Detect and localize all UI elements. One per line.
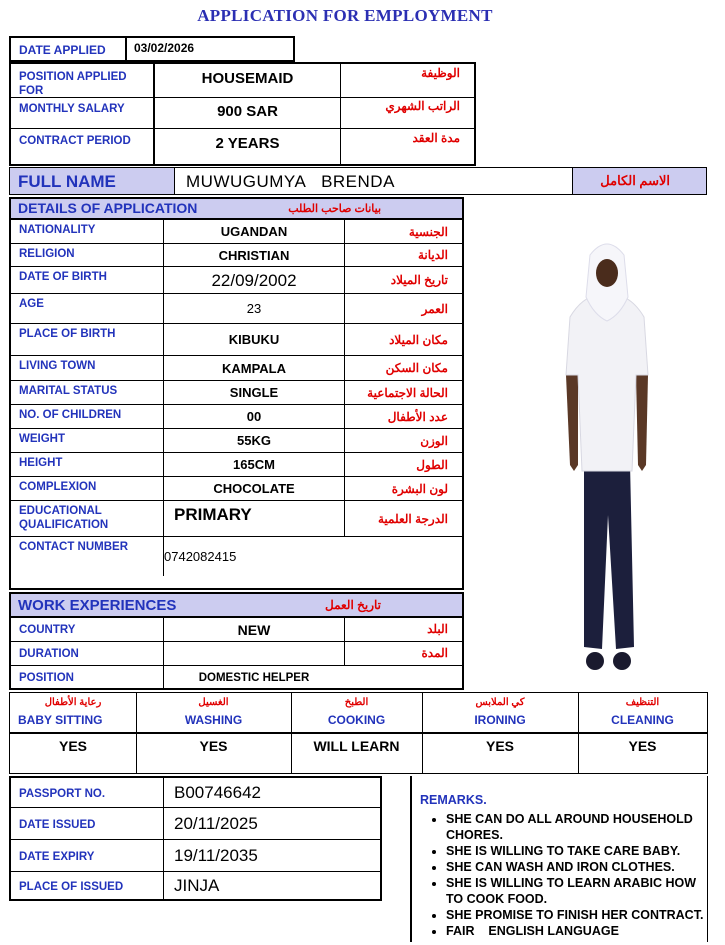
remarks-item: • SHE PROMISE TO FINISH HER CONTRACT.	[446, 907, 710, 923]
detail-value: CHRISTIAN	[218, 247, 290, 263]
full-name-label: FULL NAME	[18, 172, 116, 191]
date-applied-value: 03/02/2026	[134, 41, 195, 55]
detail-arabic: مكان السكن	[385, 361, 448, 375]
passport-label: PLACE OF ISSUED	[19, 880, 124, 893]
detail-value: 165CM	[233, 457, 275, 472]
work-row	[11, 666, 462, 690]
work-divider	[163, 642, 164, 666]
skill-arabic: التنظيف	[625, 697, 660, 708]
detail-label: RELIGION	[19, 248, 75, 260]
detail-row	[11, 244, 462, 267]
details-header-label: DETAILS OF APPLICATION	[18, 200, 198, 216]
date-applied-label: DATE APPLIED	[19, 43, 106, 57]
detail-value: SINGLE	[229, 385, 279, 400]
detail-row	[11, 405, 462, 429]
skill-arabic: الطبخ	[344, 697, 369, 708]
detail-label: CONTACT NUMBER	[19, 541, 129, 553]
work-row	[11, 618, 462, 642]
passport-label: DATE EXPIRY	[19, 851, 95, 863]
detail-value: 23	[246, 301, 262, 316]
detail-label: AGE	[19, 298, 44, 310]
passport-label: PASSPORT NO.	[19, 788, 106, 800]
detail-row	[11, 381, 462, 405]
remarks-panel	[420, 793, 710, 939]
detail-value: PRIMARY	[174, 505, 252, 524]
detail-label: NATIONALITY	[19, 224, 96, 236]
passport-row	[11, 872, 380, 899]
detail-label: NO. OF CHILDREN	[19, 409, 122, 421]
contract-label: CONTRACT PERIOD	[19, 135, 131, 147]
detail-arabic: الدرجة العلمية	[377, 511, 448, 526]
contract-arabic: مدة العقد	[412, 131, 460, 145]
detail-row	[11, 453, 462, 477]
detail-arabic: الجنسية	[408, 224, 448, 239]
work-label: DURATION	[19, 648, 79, 660]
passport-row	[11, 808, 380, 840]
passport-value: 19/11/2035	[174, 846, 258, 865]
detail-row	[11, 537, 462, 576]
person-photo-icon	[560, 235, 655, 675]
remarks-list	[420, 811, 710, 939]
skill-label: COOKING	[327, 713, 386, 727]
detail-row	[11, 477, 462, 501]
detail-value: CHOCOLATE	[213, 481, 295, 496]
skill-label: IRONING	[474, 713, 526, 727]
divider	[340, 62, 341, 166]
remarks-item: • SHE CAN WASH AND IRON CLOTHES.	[446, 859, 710, 875]
detail-row	[11, 356, 462, 381]
position-arabic: الوظيفة	[421, 66, 460, 80]
applicant-photo	[560, 235, 655, 675]
passport-value: 20/11/2025	[174, 814, 258, 833]
detail-arabic: الحالة الاجتماعية	[367, 385, 448, 400]
detail-label: WEIGHT	[19, 433, 65, 445]
skill-value: YES	[199, 738, 228, 754]
details-header-arabic: بيانات صاحب الطلب	[288, 203, 381, 215]
work-label: COUNTRY	[19, 624, 76, 636]
passport-value: B00746642	[174, 783, 261, 802]
work-arabic: المدة	[421, 646, 448, 660]
passport-value: JINJA	[174, 875, 220, 895]
details-table	[9, 220, 464, 590]
detail-label: HEIGHT	[19, 457, 63, 469]
salary-value: 900 SAR	[217, 103, 278, 120]
detail-arabic: الديانة	[417, 248, 448, 262]
detail-arabic: تاريخ الميلاد	[390, 273, 448, 287]
detail-row	[11, 294, 462, 324]
detail-label: MARITAL STATUS	[19, 385, 118, 397]
passport-row	[11, 840, 380, 872]
position-label: POSITION APPLIED FOR	[19, 71, 127, 97]
work-arabic: البلد	[427, 622, 448, 636]
detail-value: 22/09/2002	[211, 270, 297, 290]
detail-row	[11, 220, 462, 244]
skill-label: WASHING	[184, 713, 243, 727]
detail-arabic: الطول	[416, 457, 448, 472]
detail-value: 55KG	[237, 433, 271, 448]
skill-value: WILL LEARN	[313, 738, 400, 754]
detail-label: COMPLEXION	[19, 481, 97, 493]
skill-arabic: رعاية الأطفال	[44, 697, 102, 708]
detail-label: EDUCATIONAL QUALIFICATION	[19, 505, 109, 531]
divider	[174, 167, 175, 195]
work-header-label: WORK EXPERIENCES	[18, 597, 177, 614]
work-row	[11, 642, 462, 666]
remarks-item: • SHE IS WILLING TO LEARN ARABIC HOW TO COOK FOOD.	[446, 875, 710, 907]
detail-arabic: العمر	[421, 301, 448, 316]
detail-label: DATE OF BIRTH	[19, 271, 107, 283]
passport-table	[9, 776, 382, 901]
divider	[572, 167, 573, 195]
work-header-arabic: تاريخ العمل	[324, 598, 381, 612]
skill-value: YES	[485, 738, 514, 754]
skills-table	[9, 692, 708, 774]
contract-value: 2 YEARS	[215, 135, 280, 152]
full-name-arabic: الاسم الكامل	[600, 173, 670, 188]
remarks-item: • SHE IS WILLING TO TAKE CARE BABY.	[446, 843, 710, 859]
position-value: HOUSEMAID	[201, 70, 294, 87]
full-name-value: MUWUGUMYA BRENDA	[186, 172, 395, 191]
passport-label: DATE ISSUED	[19, 819, 96, 831]
salary-label: MONTHLY SALARY	[19, 103, 125, 115]
passport-row	[11, 778, 380, 808]
detail-value: UGANDAN	[220, 224, 288, 239]
detail-value: 00	[246, 409, 262, 424]
detail-value: KAMPALA	[221, 360, 287, 376]
page-title: APPLICATION FOR EMPLOYMENT	[197, 6, 493, 25]
salary-arabic: الراتب الشهري	[385, 99, 460, 113]
work-value: DOMESTIC HELPER	[198, 672, 310, 684]
skill-arabic: الغسيل	[198, 697, 229, 708]
detail-label: PLACE OF BIRTH	[19, 328, 116, 340]
divider	[9, 128, 476, 129]
detail-row	[11, 267, 462, 294]
detail-value: KIBUKU	[228, 332, 280, 347]
detail-arabic: الوزن	[420, 433, 448, 448]
work-label: POSITION	[19, 672, 74, 684]
skill-value: YES	[628, 738, 657, 754]
work-value: NEW	[237, 622, 271, 638]
detail-label: LIVING TOWN	[19, 360, 96, 372]
skill-value: YES	[58, 738, 87, 754]
skill-label: BABY SITTING	[18, 713, 103, 727]
detail-arabic: لون البشرة	[391, 481, 448, 496]
detail-arabic: مكان الميلاد	[389, 332, 448, 347]
remarks-title: REMARKS.	[420, 793, 487, 807]
remarks-item: • FAIR ENGLISH LANGUAGE	[446, 923, 710, 939]
remarks-item: • SHE CAN DO ALL AROUND HOUSEHOLD CHORES.	[446, 811, 710, 843]
skill-arabic: كي الملابس	[475, 697, 525, 708]
detail-row	[11, 324, 462, 356]
date-applied-divider	[125, 36, 127, 62]
skills-divider	[10, 732, 707, 734]
detail-arabic: عدد الأطفال	[387, 409, 448, 424]
detail-row	[11, 501, 462, 537]
detail-value: 0742082415	[164, 548, 237, 564]
skill-label: CLEANING	[611, 713, 674, 727]
detail-row	[11, 429, 462, 453]
work-table	[9, 618, 464, 690]
